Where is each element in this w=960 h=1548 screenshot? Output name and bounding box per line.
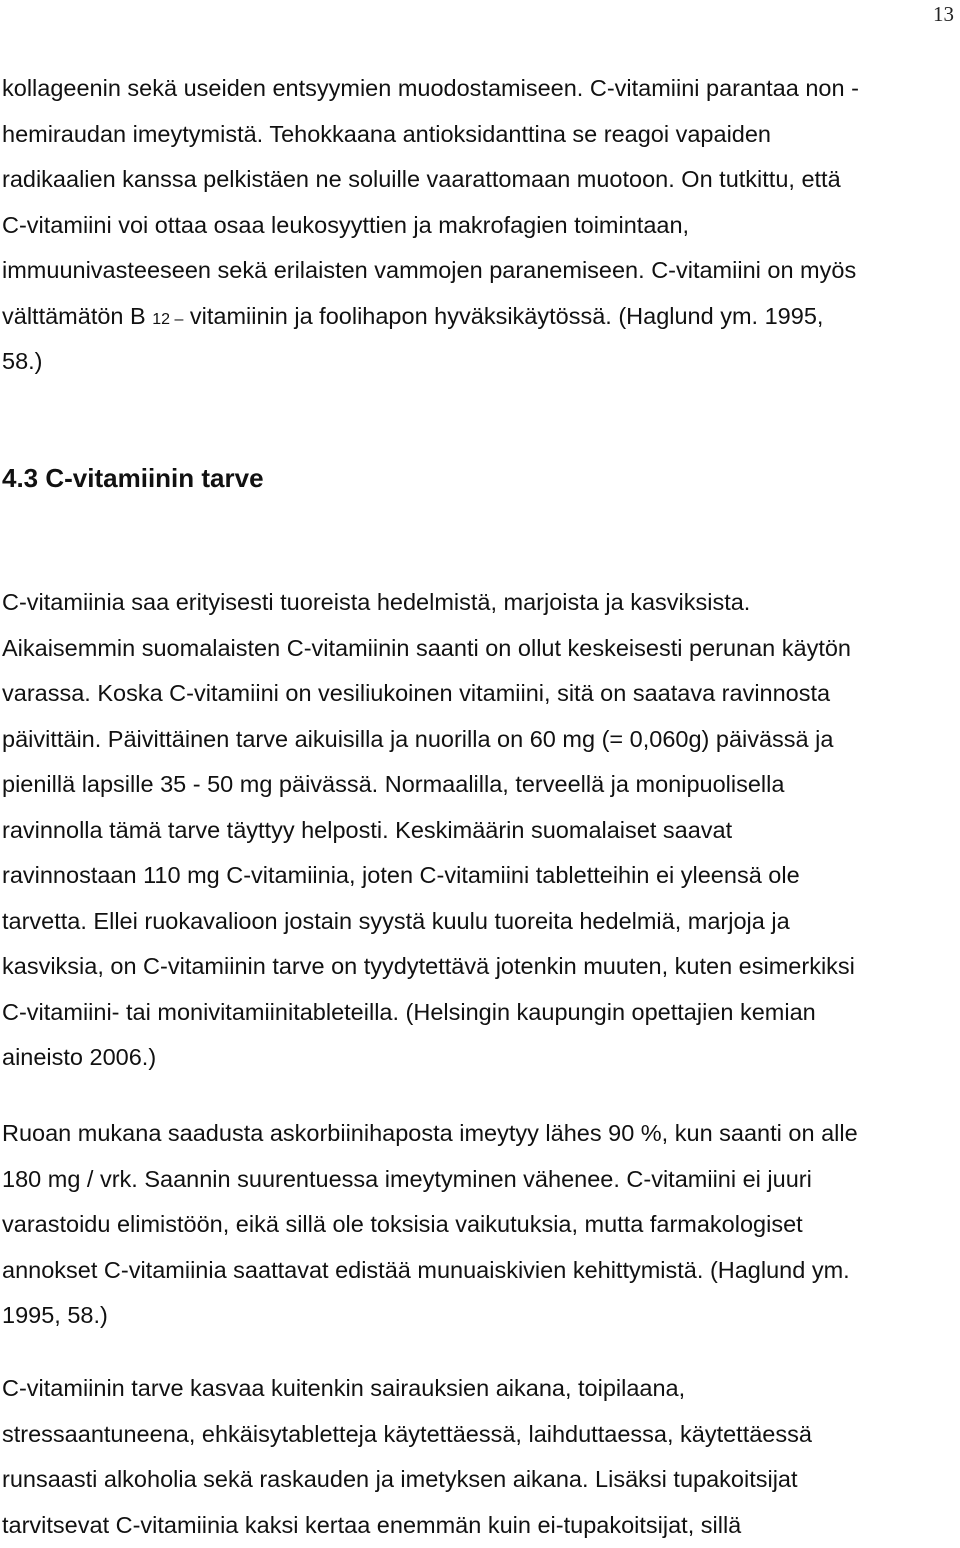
text-line: hemiraudan imeytymistä. Tehokkaana antioksidanttina se reagoi vapaiden xyxy=(2,112,952,158)
text-line: kollageenin sekä useiden entsyymien muodostamiseen. C-vitamiini parantaa non - xyxy=(2,66,952,112)
paragraph-increased-need xyxy=(2,1366,952,1548)
text-line: varastoidu elimistöön, eikä sillä ole toksisia vaikutuksia, mutta farmakologiset xyxy=(2,1202,952,1248)
text-line: 1995, 58.) xyxy=(2,1293,952,1339)
text-line: Aikaisemmin suomalaisten C-vitamiinin saanti on ollut keskeisesti perunan käytön xyxy=(2,626,952,672)
text-line: 180 mg / vrk. Saannin suurentuessa imeytyminen vähenee. C-vitamiini ei juuri xyxy=(2,1157,952,1203)
text-line: C-vitamiinia saa erityisesti tuoreista hedelmistä, marjoista ja kasviksista. xyxy=(2,580,952,626)
text-line: immuunivasteeseen sekä erilaisten vammojen paranemiseen. C-vitamiini on myös xyxy=(2,248,952,294)
text-line: aineisto 2006.) xyxy=(2,1035,952,1081)
subscript-b12: 12 – xyxy=(152,311,183,328)
text-line: C-vitamiinin tarve kasvaa kuitenkin sairauksien aikana, toipilaana, xyxy=(2,1366,952,1412)
paragraph-absorption xyxy=(2,1111,952,1339)
text-line: annokset C-vitamiinia saattavat edistää munuaiskivien kehittymistä. (Haglund ym. xyxy=(2,1248,952,1294)
paragraph-vitamin-c-functions xyxy=(2,66,952,385)
text-line: runsaasti alkoholia sekä raskauden ja imetyksen aikana. Lisäksi tupakoitsijat xyxy=(2,1457,952,1503)
text-line: pienillä lapsille 35 - 50 mg päivässä. Normaalilla, terveellä ja monipuolisella xyxy=(2,762,952,808)
text-line: Ruoan mukana saadusta askorbiinihaposta imeytyy lähes 90 %, kun saanti on alle xyxy=(2,1111,952,1157)
text-line: kasviksia, on C-vitamiinin tarve on tyydytettävä jotenkin muuten, kuten esimerkiksi xyxy=(2,944,952,990)
text-fragment: välttämätön B xyxy=(2,303,146,329)
text-line: päivittäin. Päivittäinen tarve aikuisilla ja nuorilla on 60 mg (= 0,060g) päivässä ja xyxy=(2,717,952,763)
text-line: stressaantuneena, ehkäisytabletteja käytettäessä, laihduttaessa, käytettäessä xyxy=(2,1412,952,1458)
section-heading: 4.3 C-vitamiinin tarve xyxy=(2,458,264,498)
text-line: 58.) xyxy=(2,339,952,385)
page-number: 13 xyxy=(933,2,954,27)
text-line: tarvetta. Ellei ruokavalioon jostain syystä kuulu tuoreita hedelmiä, marjoja ja xyxy=(2,899,952,945)
text-line: ravinnolla tämä tarve täyttyy helposti. Keskimäärin suomalaiset saavat xyxy=(2,808,952,854)
text-line: C-vitamiini- tai monivitamiinitableteilla. (Helsingin kaupungin opettajien kemian xyxy=(2,990,952,1036)
text-line: ravinnostaan 110 mg C-vitamiinia, joten C-vitamiini tabletteihin ei yleensä ole xyxy=(2,853,952,899)
paragraph-vitamin-c-sources xyxy=(2,580,952,1081)
text-line: varassa. Koska C-vitamiini on vesiliukoinen vitamiini, sitä on saatava ravinnosta xyxy=(2,671,952,717)
text-line: tarvitsevat C-vitamiinia kaksi kertaa enemmän kuin ei-tupakoitsijat, sillä xyxy=(2,1503,952,1548)
text-line: C-vitamiini voi ottaa osaa leukosyyttien ja makrofagien toimintaan, xyxy=(2,203,952,249)
text-line-with-subscript xyxy=(2,294,952,340)
text-line: radikaalien kanssa pelkistäen ne soluille vaarattomaan muotoon. On tutkittu, että xyxy=(2,157,952,203)
text-fragment: vitamiinin ja foolihapon hyväksikäytössä. (Haglund ym. 1995, xyxy=(190,303,824,329)
